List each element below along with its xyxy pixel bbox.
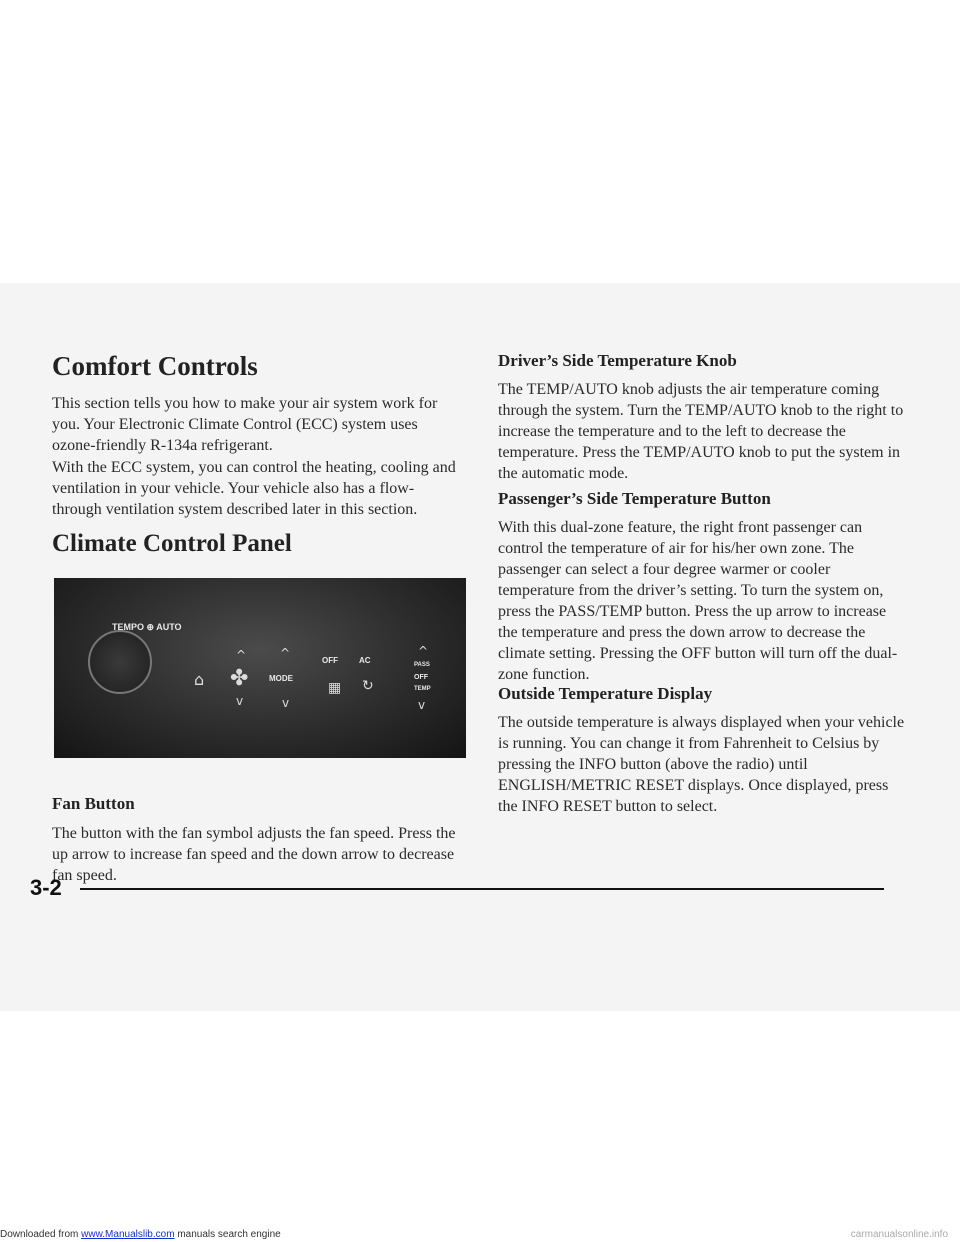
climate-control-panel-image [54,578,466,758]
manualslib-link[interactable]: www.Manualslib.com [81,1229,175,1240]
mode-up-arrow-icon: ^ [280,646,291,660]
subheading-outside-display: Outside Temperature Display [498,684,713,703]
ac-label: AC [359,656,371,665]
mode-down-arrow-icon: v [282,696,290,710]
fan-up-arrow-icon: ^ [236,648,247,662]
driver-paragraph: The TEMP/AUTO knob adjusts the air temperature coming through the system. Turn the TEMP/AUTO knob to the right to increase the temperature and to the left to decrease the temperature. Press the TEMP/AUTO knob to put the system in the automatic mode. [498,381,904,482]
page-title: Comfort Controls [52,351,258,381]
temp-auto-knob-graphic [88,630,152,694]
download-suffix: manuals search engine [177,1229,281,1240]
footer-rule [80,888,884,890]
subheading-driver-knob: Driver’s Side Temperature Knob [498,351,737,370]
download-prefix: Downloaded from [0,1229,79,1240]
defrost-icon: ⌂ [194,670,205,689]
mode-label: MODE [269,674,293,683]
section-heading-climate-panel: Climate Control Panel [52,530,292,557]
recirculation-icon: ↻ [362,678,374,694]
fan-icon: ✤ [230,666,249,691]
passenger-paragraph: With this dual-zone feature, the right front passenger can control the temperature of air for his/her own zone. The passenger can select a four degree warmer or cooler temperature from the driver’s setting. To turn the system on, press the PASS/TEMP button. Press the up arrow to increase the temperature and press the down arrow to decrease the climate setting. Pressing the OFF button will turn off the dual-zone function. [498,519,898,683]
subheading-fan-button: Fan Button [52,794,135,813]
page-number: 3-2 [30,875,62,900]
fan-paragraph: The button with the fan symbol adjusts the fan speed. Press the up arrow to increase fan speed and the down arrow to decrease fan speed. [52,825,456,884]
intro-paragraph-1: This section tells you how to make your air system work for you. Your Electronic Climate Control (ECC) system uses ozone-friendly R-134a refrigerant. [52,395,438,454]
subheading-passenger-button: Passenger’s Side Temperature Button [498,489,771,508]
download-bar [0,1228,960,1242]
intro-paragraph-2: With the ECC system, you can control the heating, cooling and ventilation in your vehicle. Your vehicle also has a flow-through ventilation system described later in this section. [52,459,456,518]
rear-defrost-icon: ▦ [328,680,342,696]
watermark: carmanualsonline.info [850,1229,948,1240]
pass-up-arrow-icon: ^ [418,644,429,658]
pass-down-arrow-icon: v [418,698,426,712]
pass-off-label: OFF [414,674,428,681]
off-label: OFF [322,656,338,665]
knob-label: TEMPO ⊕ AUTO [112,622,182,632]
pass-label: PASS [414,662,430,668]
fan-down-arrow-icon: v [236,694,244,708]
outside-paragraph: The outside temperature is always displayed when your vehicle is running. You can change it from Fahrenheit to Celsius by pressing the INFO button (above the radio) until ENGLISH/METRIC RESET displays. Once displayed, press the INFO RESET button to select. [498,714,905,815]
temp-label: TEMP [414,686,431,692]
